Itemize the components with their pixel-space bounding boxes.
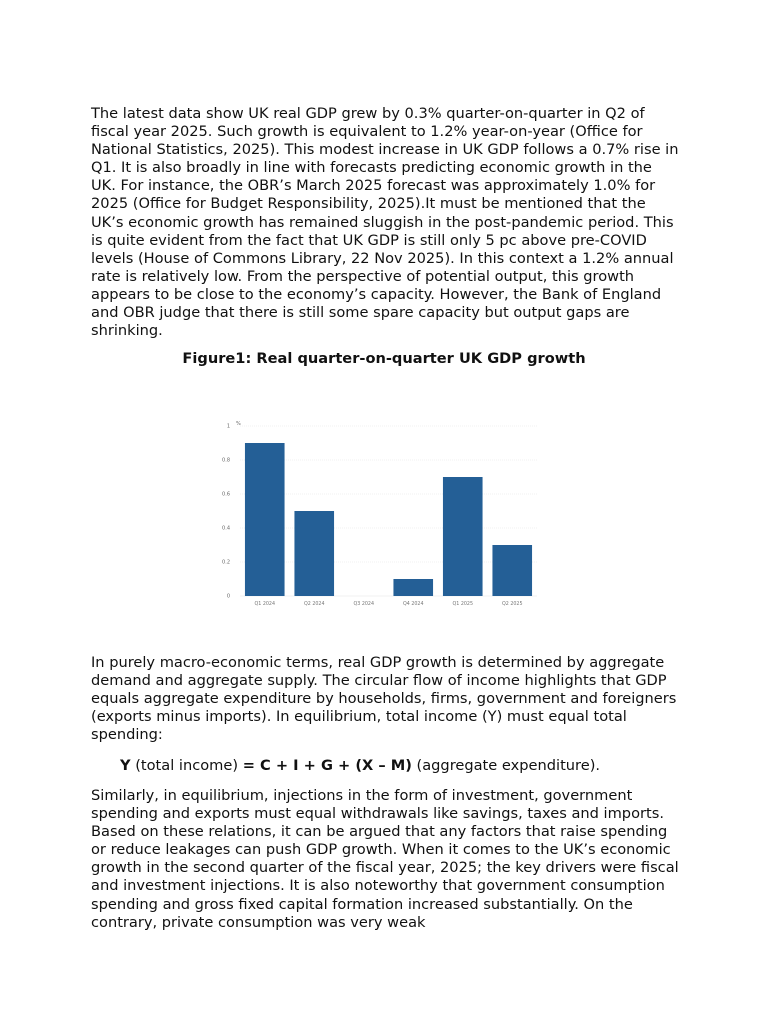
equation-y-desc: (total income) (130, 757, 243, 774)
y-tick-label: 0.4 (222, 525, 230, 532)
y-tick-label: 0 (226, 593, 230, 600)
equation-formula: = C + I + G + (X – M) (242, 757, 412, 774)
figure-caption: Figure1: Real quarter-on-quarter UK GDP growth (182, 350, 586, 367)
x-tick-label: Q1 2024 (254, 602, 276, 607)
y-axis-unit-label: % (236, 421, 241, 427)
y-tick-label: 0.6 (222, 491, 230, 498)
x-tick-label: Q2 2024 (303, 602, 325, 607)
y-tick-label: 1 (226, 423, 230, 430)
bar (443, 477, 483, 596)
paragraph-macro-terms: In purely macro-economic terms, real GDP growth is determined by aggregate demand and aggregate supply. The circular flow of income highlights that GDP equals aggregate expenditure by households, firms, government and foreigners (exports minus imports). In equilibrium, total income (Y) must equal total spending: (91, 654, 677, 744)
y-tick-label: 0.2 (222, 559, 230, 566)
equation-formula-desc: (aggregate expenditure). (411, 757, 601, 774)
gdp-bar-chart (222, 415, 542, 610)
x-tick-label: Q2 2025 (501, 602, 523, 607)
equation (120, 757, 600, 774)
y-tick-label: 0.8 (222, 457, 230, 464)
bar (294, 511, 334, 596)
bar (245, 443, 285, 596)
equation-y: Y (120, 757, 131, 774)
x-tick-label: Q3 2024 (353, 602, 375, 607)
paragraph-equilibrium: Similarly, in equilibrium, injections in the form of investment, government spending and exports must equal withdrawals like savings, taxes and imports. Based on these relations, it can be argued that any factors that raise spending or reduce leakages can push GDP growth. When it comes to the UK’s economic growth in the second quarter of the fiscal year, 2025; the key drivers were fiscal and investment injections. It is also noteworthy that government consumption spending and gross fixed capital formation increased substantially. On the contrary, private consumption was very weak (91, 787, 679, 931)
bar (492, 545, 532, 596)
x-tick-label: Q1 2025 (452, 602, 474, 607)
x-tick-label: Q4 2024 (402, 602, 424, 607)
paragraph-gdp-growth: The latest data show UK real GDP grew by 0.3% quarter-on-quarter in Q2 of fiscal year 2025. Such growth is equivalent to 1.2% year-on-year (Office for National Statistics, 2025). This modest increase in UK GDP follows a 0.7% rise in Q1. It is also broadly in line with forecasts predicting economic growth in the UK. For instance, the OBR’s March 2025 forecast was approximately 1.0% for 2025 (Office for Budget Responsibility, 2025).It must be mentioned that the UK’s economic growth has remained sluggish in the post-pandemic period. This is quite evident from the fact that UK GDP is still only 5 pc above pre-COVID levels (House of Commons Library, 22 Nov 2025). In this context a 1.2% annual rate is relatively low. From the perspective of potential output, this growth appears to be close to the economy’s capacity. However, the Bank of England and OBR judge that there is still some spare capacity but output gaps are shrinking. (91, 105, 679, 340)
bar (393, 579, 433, 596)
